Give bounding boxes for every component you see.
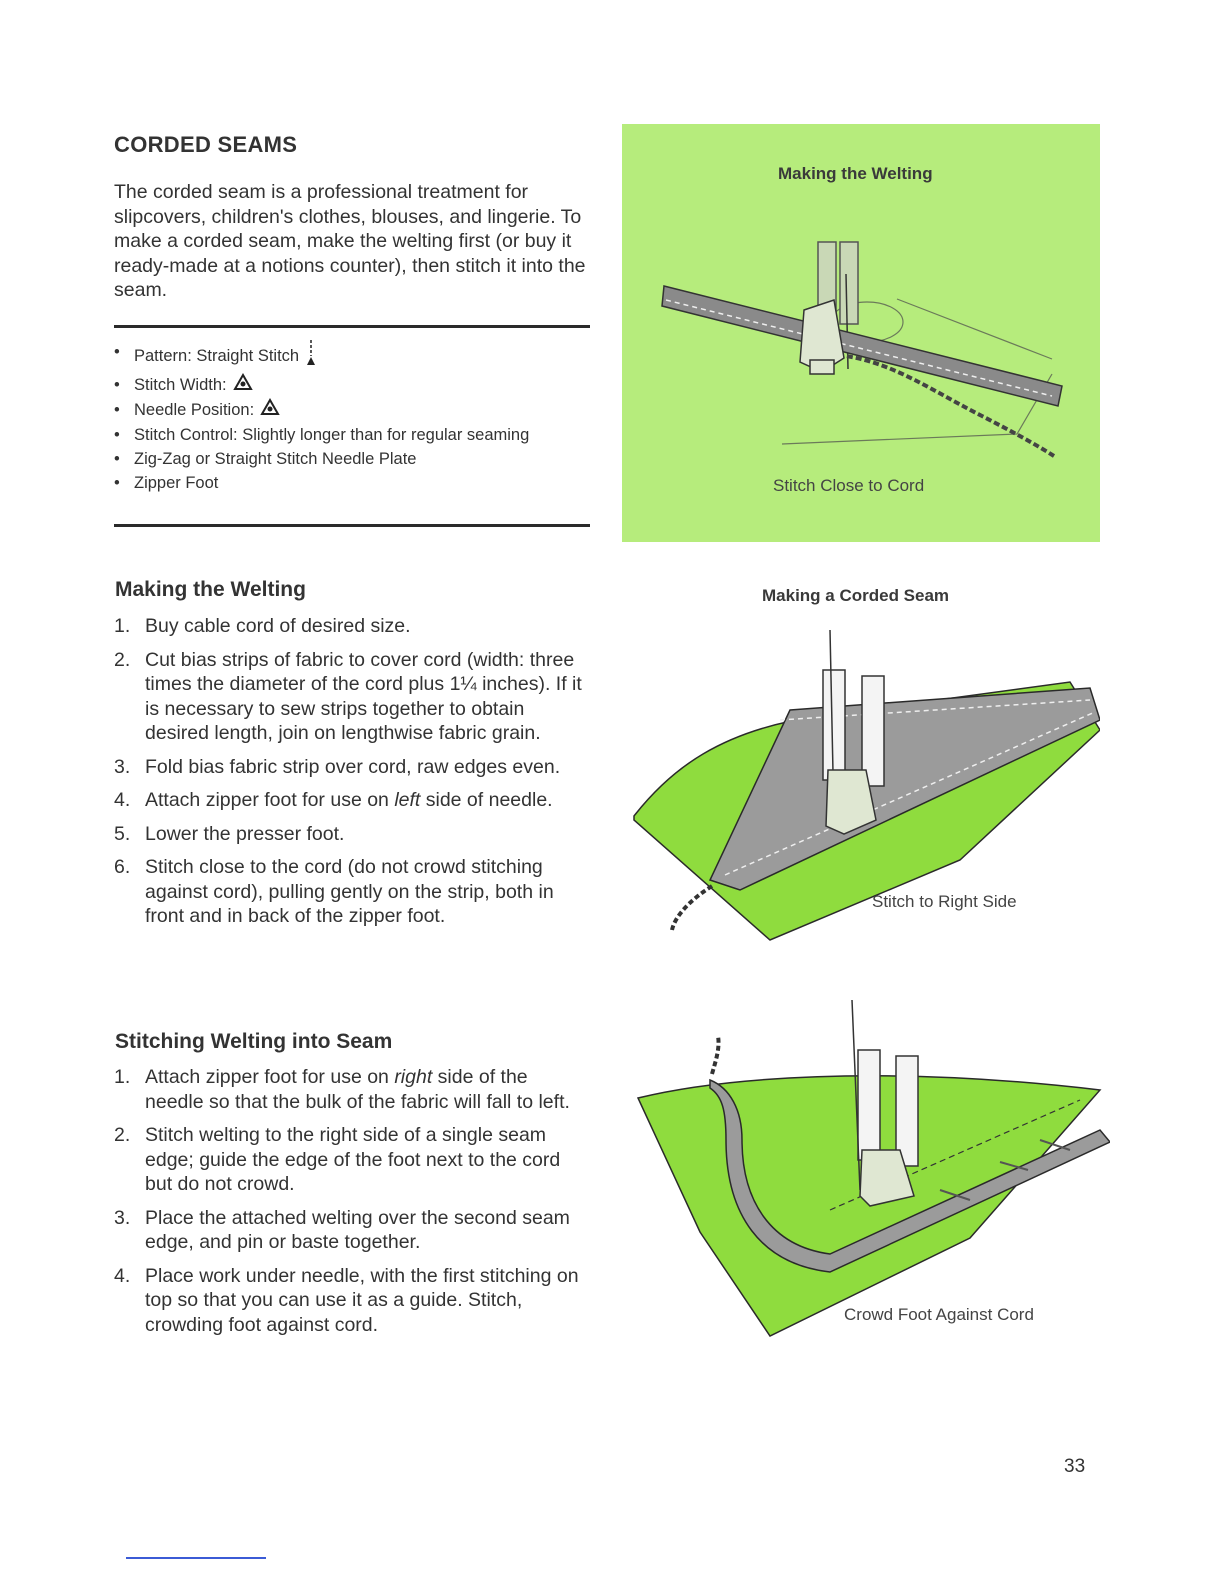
list-item: 2. Cut bias strips of fabric to cover cord (width: three times the diameter of the cord plus 1¼ inches). If it is necessary to sew strips together to obtain desired length, join on lengthwise fabric grain. <box>114 648 582 744</box>
fig1-caption: Making the Welting <box>778 164 933 183</box>
stitching-steps <box>114 1065 590 1346</box>
page-title: CORDED SEAMS <box>114 132 298 157</box>
list-item: 4. Attach zipper foot for use on left side of needle. <box>114 789 553 811</box>
intro-paragraph: The corded seam is a professional treatment for slipcovers, children's clothes, blouses, and lingerie. To make a corded seam, make the welting first (or buy it ready-made at a notions counter), then stitch it into the seam. <box>114 181 586 301</box>
spec-pattern-text: Pattern: Straight Stitch <box>134 346 300 365</box>
fig1-label: Stitch Close to Cord <box>773 476 925 495</box>
needle-position-icon <box>260 398 280 423</box>
straight-stitch-icon <box>305 340 317 373</box>
spec-needle-position <box>114 398 590 423</box>
list-item: 3. Fold bias fabric strip over cord, raw edges even. <box>114 755 561 778</box>
page-number: 33 <box>1064 1456 1086 1477</box>
settings-list <box>114 340 590 495</box>
footer-link-underline[interactable] <box>126 1557 266 1559</box>
divider-bottom <box>114 524 590 527</box>
spec-width-text: Stitch Width: <box>134 376 227 394</box>
heading-making-welting: Making the Welting <box>115 578 306 601</box>
crowd-foot-illustration <box>630 1000 1110 1340</box>
spec-needle-position-text: Needle Position: <box>134 401 255 420</box>
spec-pattern <box>114 340 590 373</box>
list-item: 1. Attach zipper foot for use on right side of the needle so that the bulk of the fabric will fall to left. <box>114 1066 570 1113</box>
width-dial-icon <box>233 373 253 398</box>
fig3-label: Crowd Foot Against Cord <box>844 1305 1034 1324</box>
fig2-caption: Making a Corded Seam <box>762 586 950 605</box>
list-item: 4. Place work under needle, with the first stitching on top so that you can use it as a guide. Stitch, crowding foot against cord. <box>114 1264 579 1336</box>
divider-top <box>114 325 590 328</box>
list-item: 5. Lower the presser foot. <box>114 822 345 845</box>
corded-seam-illustration <box>630 620 1100 950</box>
list-item: 3. Place the attached welting over the second seam edge, and pin or baste together. <box>114 1206 570 1253</box>
welting-steps <box>114 614 590 938</box>
spec-needle-plate: • Zig-Zag or Straight Stitch Needle Plate <box>114 447 590 471</box>
fig2-label: Stitch to Right Side <box>872 892 1017 911</box>
list-item: 1. Buy cable cord of desired size. <box>114 615 411 637</box>
spec-foot: • Zipper Foot <box>114 471 590 495</box>
heading-stitching-welting: Stitching Welting into Seam <box>115 1030 393 1053</box>
spec-width <box>114 373 590 398</box>
list-item: 6. Stitch close to the cord (do not crowd stitching against cord), pulling gently on the strip, both in front and in back of the zipper foot. <box>114 856 554 927</box>
spec-stitch-control: • Stitch Control: Slightly longer than for regular seaming <box>114 423 590 447</box>
list-item: 2. Stitch welting to the right side of a single seam edge; guide the edge of the foot next to the cord but do not crowd. <box>114 1124 561 1195</box>
